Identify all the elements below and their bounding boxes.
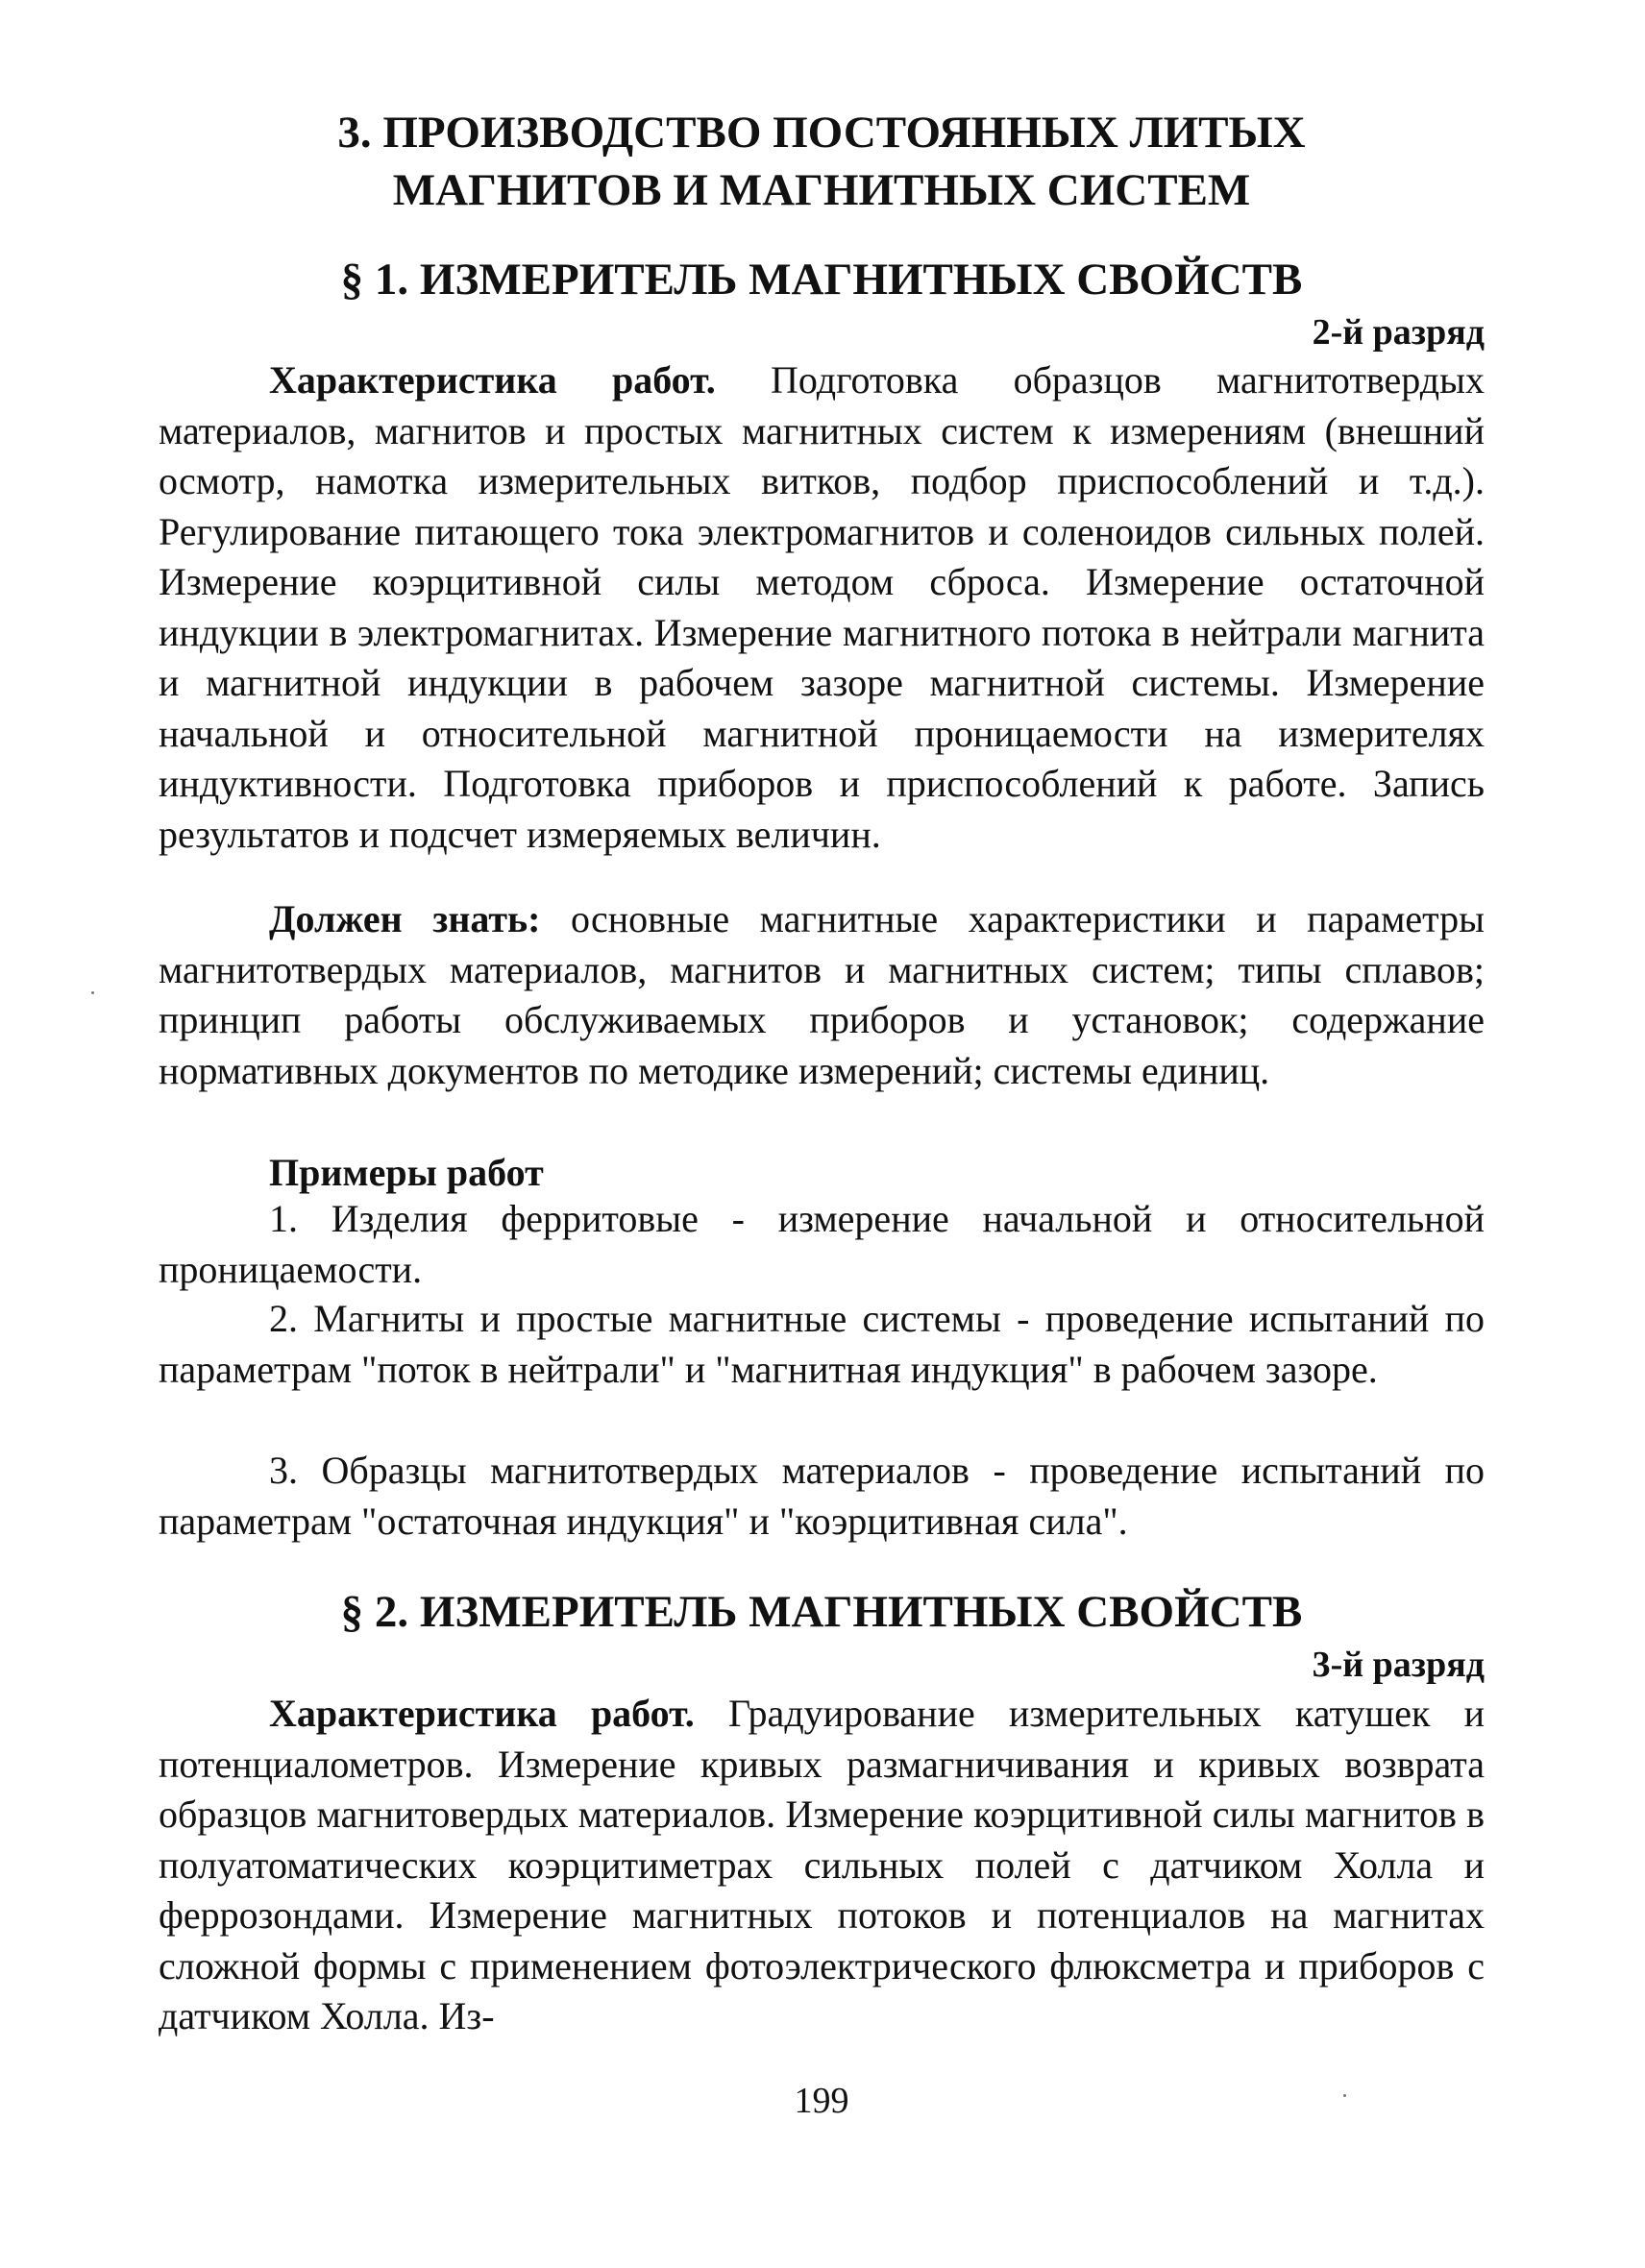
section-2-characteristics-label: Характеристика работ. bbox=[269, 1692, 695, 1735]
section-1-examples-title: Примеры работ bbox=[269, 1151, 544, 1194]
chapter-title bbox=[159, 104, 1485, 219]
section-1-knowledge bbox=[159, 894, 1485, 1096]
section-1-knowledge-text: основные магнитные характеристики и параметры магнитотвердых материалов, магнитов и магнитных систем; типы сплавов; принцип работы обслуживаемых приборов и установок; содержание нормативных документов по методике измерений; системы единиц. bbox=[159, 897, 1485, 1092]
section-1-characteristics-label: Характеристика работ. bbox=[269, 358, 716, 402]
scan-speck bbox=[1343, 2094, 1346, 2097]
section-2-grade: 3-й разряд bbox=[1312, 1645, 1485, 1685]
section-1-knowledge-label: Должен знать: bbox=[269, 897, 541, 940]
document-page bbox=[159, 0, 1485, 2268]
chapter-title-line-1: 3. ПРОИЗВОДСТВО ПОСТОЯННЫХ ЛИТЫХ bbox=[337, 108, 1306, 158]
section-1-example-1: 1. Изделия ферритовые - измерение начальной и относительной проницаемости. bbox=[159, 1197, 1485, 1291]
section-1-example-2: 2. Магниты и простые магнитные системы - проведение испытаний по параметрам "поток в нейтрали" и "магнитная индукция" в рабочем зазоре. bbox=[159, 1297, 1485, 1391]
section-1-example-3: 3. Образцы магнитотвердых материалов - проведение испытаний по параметрам "остаточная индукция" и "коэрцитивная сила". bbox=[159, 1449, 1485, 1543]
section-2-characteristics-text: Градуирование измерительных катушек и потенциалометров. Измерение кривых размагничивания и кривых возврата образцов магнитовердых материалов. Измерение коэрцитивной силы магнитов в полуатоматических коэрцитиметрах сильных полей с датчиком Холла и феррозондами. Измерение магнитных потоков и потенциалов на магнитах сложной формы с применением фотоэлектрического флюксметра и приборов с датчиком Холла. Из- bbox=[159, 1692, 1485, 2037]
section-1-characteristics bbox=[159, 355, 1485, 860]
page-number: 199 bbox=[794, 2081, 849, 2121]
chapter-title-line-2: МАГНИТОВ И МАГНИТНЫХ СИСТЕМ bbox=[392, 165, 1251, 215]
scan-speck bbox=[91, 991, 94, 994]
section-1-characteristics-text: Подготовка образцов магнитотвердых материалов, магнитов и простых магнитных систем к измерениям (внешний осмотр, намотка измерительных витков, подбор приспособлений и т.д.). Регулирование питающего тока электромагнитов и соленоидов сильных полей. Измерение коэрцитивной силы методом сброса. Измерение остаточной индукции в электромагнитах. Измерение магнитного потока в нейтрали магнита и магнитной индукции в рабочем зазоре магнитной системы. Измерение начальной и относительной магнитной проницаемости на измерителях индуктивности. Подготовка приборов и приспособлений к работе. Запись результатов и подсчет измеряемых величин. bbox=[159, 358, 1485, 856]
section-2-title: § 2. ИЗМЕРИТЕЛЬ МАГНИТНЫХ СВОЙСТВ bbox=[340, 1587, 1303, 1637]
section-1-title: § 1. ИЗМЕРИТЕЛЬ МАГНИТНЫХ СВОЙСТВ bbox=[340, 255, 1303, 305]
section-2-characteristics bbox=[159, 1689, 1485, 2042]
section-1-grade: 2-й разряд bbox=[1312, 312, 1485, 353]
